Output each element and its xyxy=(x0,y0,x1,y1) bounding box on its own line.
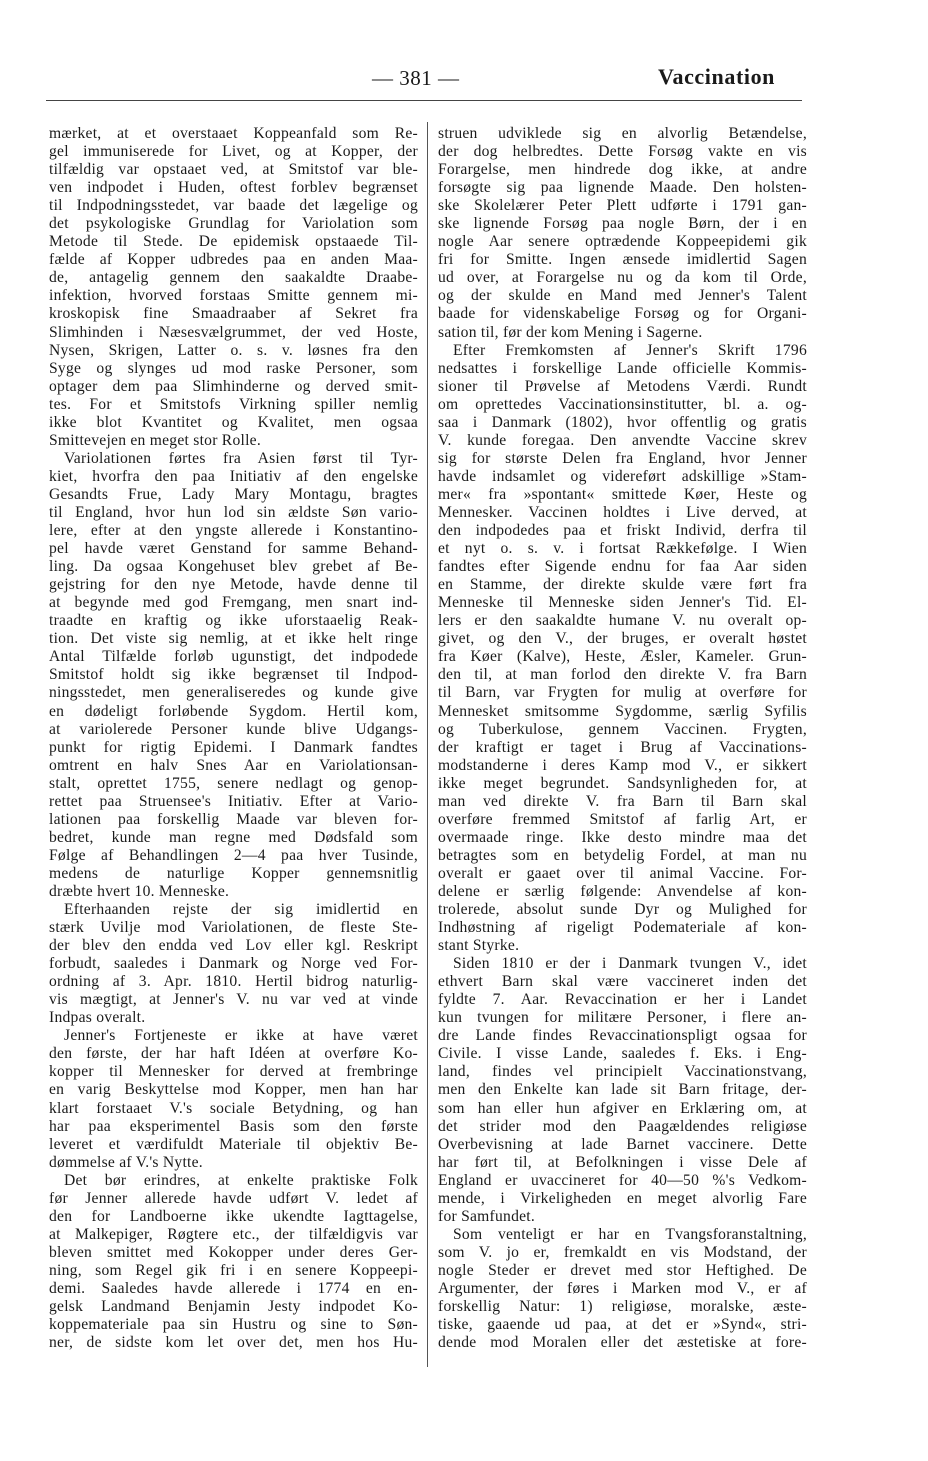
text-line: men den Enkelte kan lade sit Barn fritage, der- xyxy=(438,1081,807,1099)
text-line: baade for videnskabelige Forsøg og for Organi- xyxy=(438,305,807,323)
text-line: Smittevejen en meget stor Rolle. xyxy=(49,431,261,449)
text-line: Metode til Stede. De epidemisk opstaaede Til- xyxy=(49,233,418,251)
text-line: tiske, gaaende ud paa, at det er »Synd«, stri- xyxy=(438,1316,807,1334)
left-column xyxy=(49,125,418,1352)
text-line: Civile. I visse Lande, saaledes f. Eks. i Eng- xyxy=(438,1045,807,1063)
column-divider xyxy=(427,122,428,1367)
text-line: dende mod Moralen eller det æstetiske at fore- xyxy=(438,1334,807,1352)
text-line: lere, efter at den yngste allerede i Konstantino- xyxy=(49,522,418,540)
paragraph xyxy=(438,342,807,956)
text-line: nogle Aar senere optrædende Koppeepidemi gik xyxy=(438,233,807,251)
text-line: til Indpodningsstedet, var baade det lægelige og xyxy=(49,197,418,215)
text-line: kopper til Mennesker for derved at frembringe xyxy=(49,1063,418,1081)
text-line: overmaade ringe. Ikke desto mindre maa det xyxy=(438,828,807,846)
text-line: nogle Steder er drevet med stor Heftighed. De xyxy=(438,1261,807,1279)
text-line: fyldte 7. Aar. Revaccination er her i Landet xyxy=(438,991,807,1009)
text-line: Syge og slynges ud mod raske Personer, som xyxy=(49,359,418,377)
text-line: struen udviklede sig en alvorlig Betændelse, xyxy=(438,125,807,142)
text-line: at Malkepiger, Røgtere etc., der tilfældigvis var xyxy=(49,1225,418,1243)
text-line: givet, og den V., der bruges, er overalt høstet xyxy=(438,630,807,648)
text-line: land, findes vel principielt Vaccinationstvang, xyxy=(438,1063,807,1081)
text-line: at begynde med god Fremgang, men snart ind- xyxy=(49,594,418,612)
text-line: som V. jo er, fremkaldt en vis Modstand, der xyxy=(438,1243,807,1261)
text-line: Som venteligt er har en Tvangsforanstaltning, xyxy=(453,1225,807,1243)
running-title: Vaccination xyxy=(658,64,776,89)
text-line: det psykologiske Grundlag for Variolation som xyxy=(49,215,418,233)
text-line: ikke blot Kvantitet og Kvalitet, men ogsaa xyxy=(49,413,418,431)
text-line: forsøgte sig paa lignende Maade. Den holsten- xyxy=(438,179,807,197)
text-line: stalt, oprettet 1755, senere nedlagt og genop- xyxy=(49,774,418,792)
text-line: Mennesker. Vaccinen holdtes i Live derved, at xyxy=(438,503,807,521)
text-line: optager dem paa Slimhinderne og derved smit- xyxy=(49,377,418,395)
text-line: gel immuniserede for Livet, og at Kopper, der xyxy=(49,143,418,161)
text-line: ling. Da ogsaa Kongehuset blev grebet af Be- xyxy=(49,558,418,576)
text-line: tilfældig var opstaaet ved, at Smitstof var ble- xyxy=(49,161,418,179)
text-line: Jenner's Fortjeneste er ikke at have været xyxy=(64,1027,418,1045)
text-line: mærket, at et overstaaet Koppeanfald som Re- xyxy=(49,125,418,142)
text-line: Overbevisning at lade Barnet vaccinere. Dette xyxy=(438,1135,807,1153)
text-line: saa i Danmark (1802), hvor offentlig og gratis xyxy=(438,413,807,431)
text-line: at variolerede Personer kunde blive Udgangs- xyxy=(49,720,418,738)
text-line: fandtes efter Sigende endnu for faa Aar siden xyxy=(438,558,807,576)
text-line: for Samfundet. xyxy=(438,1207,536,1225)
text-line: traadte en kraftig og ikke uforstaaelig Reak- xyxy=(49,612,418,630)
text-line: trolerede, absolut sunde Dyr og Mulighed for xyxy=(438,901,807,919)
text-line: omtrent en halv Snes Aar en Variolationsan- xyxy=(49,756,418,774)
text-line: rettet paa Struensee's Initiativ. Efter at Vario- xyxy=(49,792,418,810)
text-line: modstanderne i deres Kamp mod V., er sikkert xyxy=(438,756,807,774)
text-line: overføre fremmed Smitstof af farlig Art, er xyxy=(438,810,807,828)
text-line: fælde af Kopper udbredes paa en anden Maa- xyxy=(49,251,418,269)
text-line: Efter Fremkomsten af Jenner's Skrift 1796 xyxy=(453,341,807,359)
text-line: Efterhaanden rejste der sig imidlertid en xyxy=(64,901,418,919)
text-line: sation til, før der kom Mening i Sagerne. xyxy=(438,323,703,341)
text-line: har paa eksperimentel Basis som den første xyxy=(49,1117,418,1135)
text-line: Det bør erindres, at enkelte praktiske Folk xyxy=(64,1171,418,1189)
text-line: til Barn, var Frygten for mulig at overføre for xyxy=(438,684,807,702)
text-line: fra Køer (Kalve), Heste, Æsler, Kameler. Grun- xyxy=(438,648,807,666)
text-line: forbudt, saaledes i Danmark og Norge ved For- xyxy=(49,955,418,973)
text-line: leveret et værdifuldt Materiale til objektiv Be- xyxy=(49,1135,418,1153)
text-line: nedsattes i forskellige Lande officielle Kommis- xyxy=(438,359,807,377)
text-line: den for Landboerne ikke ukendte Iagttagelse, xyxy=(49,1207,418,1225)
text-line: den indpodedes paa et friskt Individ, derfra til xyxy=(438,522,807,540)
text-line: punkt for rigtig Epidemi. I Danmark fandtes xyxy=(49,738,418,756)
text-line: V. kunde foregaa. Den anvendte Vaccine skrev xyxy=(438,431,807,449)
right-column xyxy=(438,125,807,1352)
text-line: et nyt o. s. v. i fortsat Rækkefølge. I Wien xyxy=(438,540,807,558)
text-line: Nysen, Skrigen, Latter o. s. v. løsnes fra den xyxy=(49,341,418,359)
text-line: Mennesket smitsomme Sygdomme, særlig Syfilis xyxy=(438,702,807,720)
text-line: lationen paa forskellig Maade var bleven for- xyxy=(49,810,418,828)
text-line: en Stamme, der direkte skulde være ført fra xyxy=(438,576,807,594)
text-line: de, antagelig gennem den saakaldte Draabe- xyxy=(49,269,418,287)
text-line: Antal Tilfælde forløb ugunstigt, det indpodede xyxy=(49,648,418,666)
text-line: mende, i Virkeligheden en meget alvorlig Fare xyxy=(438,1189,807,1207)
text-line: sig for største Delen fra England, hvor Jenner xyxy=(438,449,807,467)
paragraph xyxy=(438,955,807,1226)
text-line: har ført til, at Befolkningen i visse Dele af xyxy=(438,1153,807,1171)
text-line: Forargelse, men hindrede dog ikke, at andre xyxy=(438,161,807,179)
text-line: medens de naturlige Kopper gennemsnitlig xyxy=(49,864,418,882)
text-line: der kraftigt er taget i Brug af Vaccinations- xyxy=(438,738,807,756)
text-line: den til, at man forlod den direkte V. fra Barn xyxy=(438,666,807,684)
text-line: Indpas overalt. xyxy=(49,1009,146,1027)
text-line: og der skulde en Mand med Jenner's Talent xyxy=(438,287,807,305)
paragraph xyxy=(49,901,418,1027)
text-line: Slimhinden i Næsesvælgrummet, der ved Hoste, xyxy=(49,323,418,341)
text-line: vis mægtigt, at Jenner's V. nu var ved at vinde xyxy=(49,991,418,1009)
text-line: sioner til Prøvelse af Metodens Værdi. Rundt xyxy=(438,377,807,395)
text-line: dre Lande findes Revaccinationspligt ogsaa for xyxy=(438,1027,807,1045)
text-line: stant Styrke. xyxy=(438,937,520,955)
text-line: England er uvaccineret for 40—50 %'s Vedkom- xyxy=(438,1171,807,1189)
text-line: gelsk Landmand Benjamin Jesty indpodet Ko- xyxy=(49,1298,418,1316)
text-line: Argumenter, der føres i Marken mod V., er af xyxy=(438,1280,807,1297)
text-line: bedret, kunde man regne med Dødsfald som xyxy=(49,828,418,846)
text-line: ordning af 3. Apr. 1810. Hertil bidrog naturlig- xyxy=(49,973,418,991)
paragraph xyxy=(49,1027,418,1171)
text-line: Menneske til Menneske siden Jenner's Tid. El- xyxy=(438,594,807,612)
text-line: til England, hvor hun lod sin ældste Søn vario- xyxy=(49,503,418,521)
text-line: Variolationen førtes fra Asien først til Tyr- xyxy=(64,449,418,467)
text-line: infektion, hvorved forstaas Smitte gennem mi- xyxy=(49,287,418,305)
text-line: dømmelse af V.'s Nytte. xyxy=(49,1153,203,1171)
text-line: tion. Det viste sig nemlig, at et ikke helt ringe xyxy=(49,630,418,648)
text-line: pel havde været Genstand for samme Behand- xyxy=(49,540,418,558)
paragraph xyxy=(438,125,807,342)
text-line: gejstring for den nye Metode, havde denne til xyxy=(49,576,418,594)
text-line: delene er særlig følgende: Anvendelse af kon- xyxy=(438,882,807,900)
text-line: havde indsamlet og videreført adskillige »Stam- xyxy=(438,467,807,485)
text-line: ning, som Regel gik fri i en senere Koppeepi- xyxy=(49,1261,418,1279)
text-line: mer« fra »spontant« smittede Køer, Heste og xyxy=(438,485,807,503)
text-line: som han eller hun afgiver en Erklæring om, at xyxy=(438,1099,807,1117)
text-line: dræbte hvert 10. Menneske. xyxy=(49,882,230,900)
paragraph xyxy=(49,1172,418,1352)
text-line: ikke meget begrundet. Sandsynligheden for, at xyxy=(438,774,807,792)
paragraph xyxy=(438,1226,807,1352)
text-line: ven indpodet i Huden, oftest forblev begrænset xyxy=(49,179,418,197)
text-line: demi. Saaledes havde allerede i 1774 en en- xyxy=(49,1280,418,1297)
text-line: man ved direkte V. fra Barn til Barn skal xyxy=(438,792,807,810)
text-line: kiet, hvorfra den paa Initiativ af den engelske xyxy=(49,467,418,485)
page-number: — 381 — xyxy=(372,66,460,90)
text-line: Indhøstning af rigeligt Podemateriale af kon- xyxy=(438,919,807,937)
text-line: ud over, at Forargelse nu og da kom til Orde, xyxy=(438,269,807,287)
text-line: en varig Beskyttelse mod Kopper, men han har xyxy=(49,1081,418,1099)
text-line: Siden 1810 er der i Danmark tvungen V., idet xyxy=(453,955,807,973)
text-line: før Jenner allerede havde udført V. ledet af xyxy=(49,1189,418,1207)
text-line: der blev den endda ved Lov eller kgl. Reskript xyxy=(49,937,418,955)
text-line: kroskopisk fine Smaadraaber af Sekret fra xyxy=(49,305,418,323)
text-line: tes. For et Smitstofs Virkning spiller nemlig xyxy=(49,395,418,413)
text-line: koppemateriale paa sin Hustru og sine to Søn- xyxy=(49,1316,418,1334)
text-line: overalt er gaaet over til animal Vaccine. For- xyxy=(438,864,807,882)
text-line: bleven smittet med Kokopper under deres Ger- xyxy=(49,1243,418,1261)
text-line: Gesandts Frue, Lady Mary Montagu, bragtes xyxy=(49,485,418,503)
text-line: der dog helbredtes. Dette Forsøg vakte en vis xyxy=(438,143,807,161)
text-line: stærk Uvilje mod Variolationen, de fleste Ste- xyxy=(49,919,418,937)
text-line: ner, de sidste kom let over det, men hos Hu- xyxy=(49,1334,418,1352)
text-line: fri for Smitte. Ingen ænsede imidlertid Sagen xyxy=(438,251,807,269)
text-line: det strider mod den Paagældendes religiøse xyxy=(438,1117,807,1135)
text-line: ethvert Barn skal være vaccineret inden det xyxy=(438,973,807,991)
text-line: og Tuberkulose, gennem Vaccinen. Frygten, xyxy=(438,720,807,738)
text-line: Smitstof holdt sig ikke begrænset til Indpod- xyxy=(49,666,418,684)
text-line: ningsstedet, men generaliseredes og kunde give xyxy=(49,684,418,702)
paragraph xyxy=(49,125,418,450)
text-line: kun tvungen for militære Personer, i flere an- xyxy=(438,1009,807,1027)
paragraph xyxy=(49,450,418,901)
text-line: en dødeligt forløbende Sygdom. Hertil kom, xyxy=(49,702,418,720)
text-line: ske Skolelærer Peter Plett udførte i 1791 gan- xyxy=(438,197,807,215)
text-line: den første, der har haft Idéen at overføre Ko- xyxy=(49,1045,418,1063)
text-line: lers er den saakaldte humane V. nu overalt op- xyxy=(438,612,807,630)
text-line: forskellig Natur: 1) religiøse, moralske, æste- xyxy=(438,1298,807,1316)
text-line: ske lignende Forsøg paa nogle Børn, der i en xyxy=(438,215,807,233)
text-line: klart forstaaet V.'s sociale Betydning, og han xyxy=(49,1099,418,1117)
text-line: om oprettedes Vaccinationsinstitutter, bl. a. og- xyxy=(438,395,807,413)
text-line: Følge af Behandlingen 2—4 paa hver Tusinde, xyxy=(49,846,418,864)
text-line: betragtes som en betydelig Fordel, at man nu xyxy=(438,846,807,864)
header-rule xyxy=(46,100,802,101)
